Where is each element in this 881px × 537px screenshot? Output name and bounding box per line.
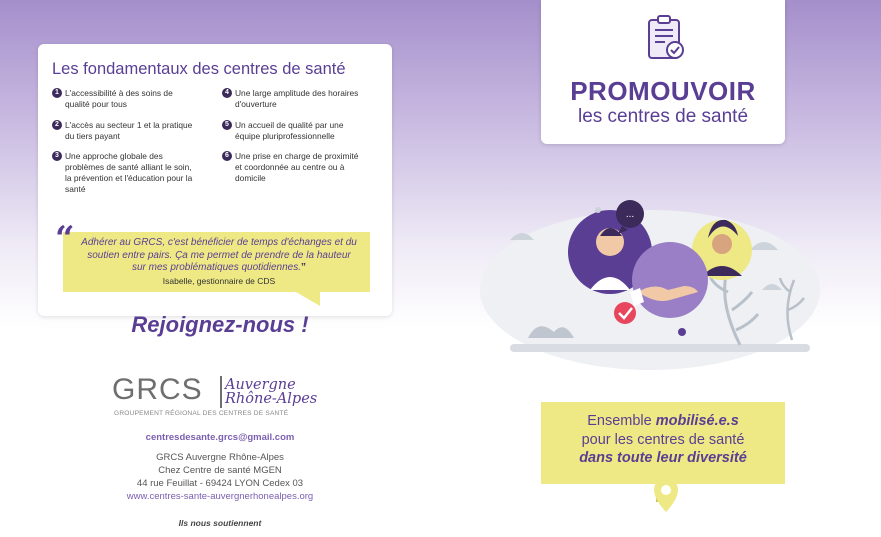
title-sub: les centres de santé — [577, 106, 749, 127]
list-item — [52, 88, 197, 110]
number-badge: 5 — [222, 120, 232, 130]
logo-divider-icon — [218, 376, 224, 408]
number-badge: 1 — [52, 88, 62, 98]
list-item — [222, 120, 367, 142]
banner-line1-a: Ensemble — [587, 413, 656, 429]
list-item — [222, 88, 367, 110]
list-item-text: L'accès au secteur 1 et la pratique du tiers payant — [65, 120, 193, 141]
title-main: PROMOUVOIR — [570, 76, 756, 106]
quote-open-icon: “ — [55, 219, 75, 259]
number-badge: 6 — [222, 151, 232, 161]
list-item-text: Une large amplitude des horaires d'ouverture — [235, 88, 359, 109]
logo-region — [225, 378, 317, 406]
clipboard-check-icon — [646, 14, 686, 62]
handshake-illustration — [470, 180, 830, 370]
list-item — [222, 151, 367, 184]
logo-region-line1: Auvergne — [225, 377, 296, 393]
list-item — [52, 151, 197, 195]
support-label: Ils nous soutiennent — [178, 518, 262, 528]
logo-grcs-text: GRCS — [112, 373, 203, 406]
grcs-logo — [112, 374, 332, 424]
quote-body: Adhérer au GRCS, c'est bénéficier de temps d'échanges et du soutien entre pairs. Ça me permet de prendre de la hauteur sur mes problématiques quotidiennes. — [81, 237, 357, 273]
card-title: Les fondamentaux des centres de santé — [52, 60, 346, 78]
banner-line2: pour les centres de santé — [581, 431, 745, 448]
list-item-text: Une prise en charge de proximité et coordonnée au centre ou à domicile — [235, 151, 359, 183]
banner-line1-b: mobilisé.e.s — [655, 413, 739, 429]
contact-website[interactable]: www.centres-sante-auvergnerhonealpes.org — [126, 491, 314, 502]
banner-text — [541, 412, 785, 468]
contact-address — [0, 451, 440, 503]
contact-org: GRCS Auvergne Rhône-Alpes — [156, 452, 284, 463]
list-item-text: Une approche globale des problèmes de santé alliant le soin, la prévention et l'éducation pour la santé — [65, 151, 193, 194]
speech-bubble-dots: ... — [625, 209, 635, 220]
banner-line1 — [541, 412, 785, 431]
contact-email[interactable]: centresdesante.grcs@gmail.com — [145, 432, 295, 443]
list-item-text: L'accessibilité à des soins de qualité pour tous — [65, 88, 173, 109]
title-card — [541, 0, 785, 144]
number-badge: 2 — [52, 120, 62, 130]
contact-care-of: Chez Centre de santé MGEN — [158, 465, 282, 476]
list-item — [52, 120, 197, 142]
quote-author: Isabelle, gestionnaire de CDS — [162, 276, 276, 286]
number-badge: 4 — [222, 88, 232, 98]
location-pin-icon — [652, 476, 680, 514]
join-heading: Rejoignez-nous ! — [131, 312, 309, 337]
quote-tail — [296, 292, 320, 306]
logo-region-line2: Rhône-Alpes — [225, 391, 318, 407]
number-badge: 3 — [52, 151, 62, 161]
logo-subtitle: GROUPEMENT RÉGIONAL DES CENTRES DE SANTÉ — [114, 410, 289, 417]
banner-line3: dans toute leur diversité — [579, 450, 747, 466]
quote-text — [80, 237, 358, 275]
left-panel — [0, 0, 440, 537]
list-item-text: Un accueil de qualité par une équipe pluriprofessionnelle — [235, 120, 344, 141]
quote-close-icon: ” — [300, 262, 306, 273]
slogan-banner — [541, 402, 785, 484]
contact-street: 44 rue Feuillat - 69424 LYON Cedex 03 — [136, 478, 304, 489]
